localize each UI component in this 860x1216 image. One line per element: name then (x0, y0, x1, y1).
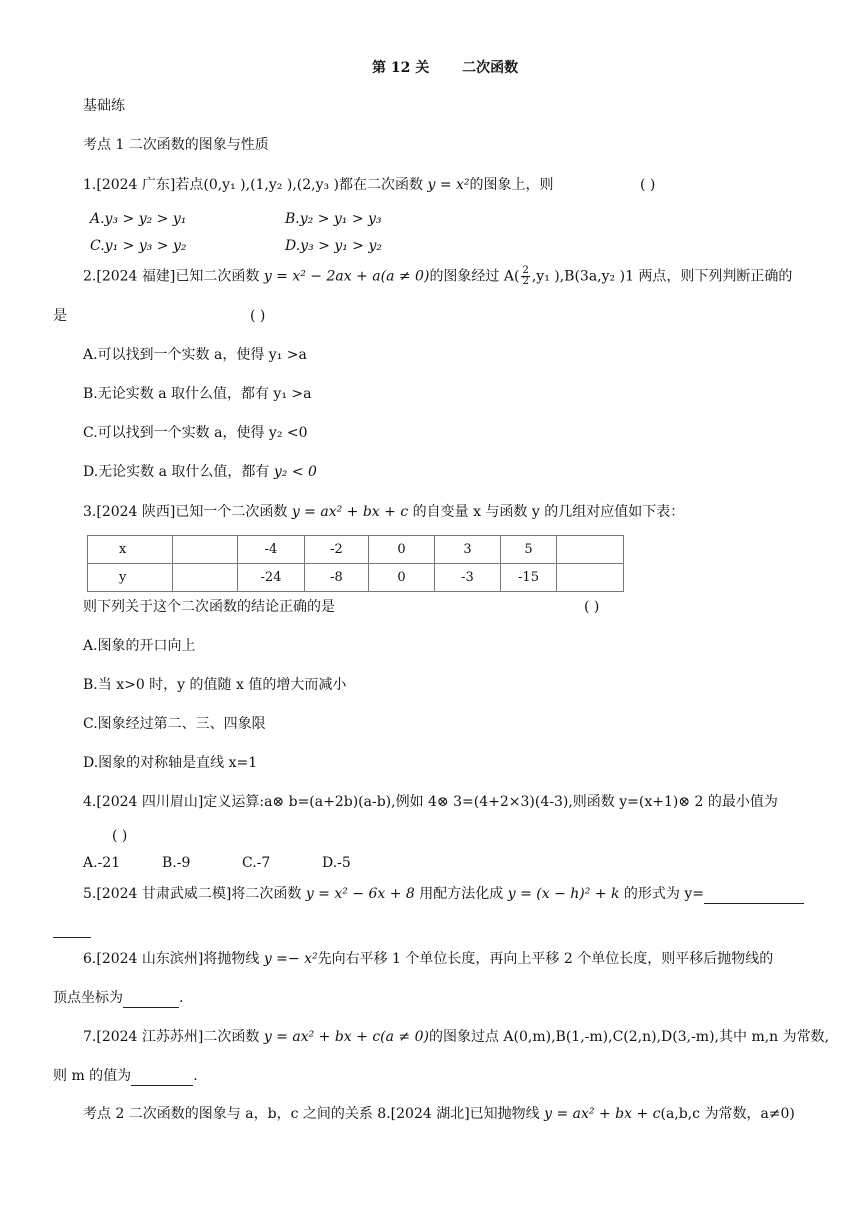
q5-answer-blank-cont[interactable] (53, 918, 91, 938)
table-cell: -8 (305, 564, 369, 592)
table-cell (557, 536, 624, 564)
table-cell: y (88, 564, 173, 592)
table-cell (173, 564, 238, 592)
q8-formula: y = ax² + bx + c (544, 1106, 661, 1122)
q5-formula-vertex: y = (x − h)² + k (507, 886, 620, 902)
table-cell: 5 (501, 536, 557, 564)
q1-formula: y = x² (427, 177, 470, 193)
q3-answer-paren: ( ) (584, 599, 600, 615)
q5-answer-blank[interactable] (704, 887, 804, 904)
page-title (372, 58, 518, 78)
q3-option-c: C.图象经过第二、三、四象限 (83, 716, 266, 732)
table-cell: -15 (501, 564, 557, 592)
q2-option-c: C.可以找到一个实数 a，使得 y₂ <0 (83, 425, 308, 441)
q2-stem-line2: 是 (53, 308, 67, 324)
table-cell: 0 (369, 536, 435, 564)
level-label: 第 12 关 (372, 60, 430, 76)
q3-option-b: B.当 x>0 时，y 的值随 x 值的增大而减小 (83, 677, 347, 693)
kaodian-2-heading: 考点 2 二次函数的图象与 a，b，c 之间的关系 8.[2024 湖北]已知抛物线 y = ax² + bx + c(a,b,c 为常数，a≠0) (83, 1106, 795, 1122)
table-cell: 0 (369, 564, 435, 592)
q6-line2: 顶点坐标为 . (53, 990, 184, 1006)
q2-option-a: A.可以找到一个实数 a，使得 y₁ >a (83, 347, 307, 363)
q4-option-a: A.-21 (83, 855, 121, 871)
question-5-stem: 5.[2024 甘肃武威二模]将二次函数 y = x² − 6x + 8 用配方法化成 y = (x − h)² + k 的形式为 y= (83, 884, 804, 904)
q3-option-d: D.图象的对称轴是直线 x=1 (83, 755, 258, 771)
q4-option-c: C.-7 (242, 855, 271, 871)
topic-label: 二次函数 (462, 60, 519, 76)
q1-option-c: C.y₁ > y₃ > y₂ (90, 238, 187, 254)
q2-fraction: $\frac{2}{2}$ (522, 265, 529, 287)
question-3-stem: 3.[2024 陕西]已知一个二次函数 y = ax² + bx + c 的自变量 x 与函数 y 的几组对应值如下表： (83, 504, 685, 520)
table-cell (173, 536, 238, 564)
q3-option-a: A.图象的开口向上 (83, 638, 196, 654)
question-7-stem: 7.[2024 江苏苏州]二次函数 y = ax² + bx + c(a ≠ 0)的图象过点 A(0,m),B(1,-m),C(2,n),D(3,-m),其中 m,n 为常数, (83, 1029, 830, 1045)
q2-option-b: B.无论实数 a 取什么值，都有 y₁ >a (83, 386, 312, 402)
table-cell (557, 564, 624, 592)
table-cell: -2 (305, 536, 369, 564)
q3-after-table: 则下列关于这个二次函数的结论正确的是 (83, 599, 335, 615)
q6-formula: y =− x² (263, 951, 318, 967)
section-heading: 基础练 (83, 98, 125, 114)
table-cell: 3 (435, 536, 501, 564)
q1-option-b: B.y₂ > y₁ > y₃ (285, 211, 382, 227)
table-cell: -24 (238, 564, 305, 592)
question-6-stem: 6.[2024 山东滨州]将抛物线 y =− x²先向右平移 1 个单位长度，再向上平移 2 个单位长度，则平移后抛物线的 (83, 951, 774, 967)
table-cell: -4 (238, 536, 305, 564)
table-row (88, 536, 624, 564)
question-4-stem: 4.[2024 四川眉山]定义运算:a⊗ b=(a+2b)(a-b),例如 4⊗ 3=(4+2×3)(4-3),则函数 y=(x+1)⊗ 2 的最小值为 (83, 794, 778, 810)
q7-line2: 则 m 的值为 . (53, 1068, 198, 1084)
q4-answer-paren: ( ) (112, 828, 128, 844)
q7-answer-blank[interactable] (131, 1069, 193, 1086)
table-cell: x (88, 536, 173, 564)
q2-option-d: D.无论实数 a 取什么值，都有 y₂ < 0 (83, 464, 317, 480)
q5-formula: y = x² − 6x + 8 (305, 886, 415, 902)
q3-formula: y = ax² + bx + c (291, 504, 409, 520)
q2-answer-paren: ( ) (250, 308, 266, 324)
q1-option-a: A.y₃ > y₂ > y₁ (90, 211, 187, 227)
q1-answer-paren: ( ) (640, 177, 656, 193)
value-table (87, 535, 624, 592)
q4-option-d: D.-5 (322, 855, 351, 871)
q6-answer-blank[interactable] (123, 991, 179, 1008)
question-2-stem: 2.[2024 福建]已知二次函数 y = x² − 2ax + a(a ≠ 0)的图象经过 A( $\frac{2}{2}$ ,y₁ ),B(3a,y₂ )1 两点，则下列判断正确的 (83, 265, 793, 287)
q2-formula: y = x² − 2ax + a(a ≠ 0) (263, 268, 430, 285)
question-1-stem: 1.[2024 广东]若点(0,y₁ ),(1,y₂ ),(2,y₃ )都在二次函数 y = x²的图象上，则 (83, 177, 554, 193)
table-row (88, 564, 624, 592)
q4-option-b: B.-9 (162, 855, 191, 871)
table-cell: -3 (435, 564, 501, 592)
q7-formula: y = ax² + bx + c(a ≠ 0) (263, 1029, 429, 1045)
kaodian-1-heading: 考点 1 二次函数的图象与性质 (83, 137, 269, 153)
q1-option-d: D.y₃ > y₁ > y₂ (285, 238, 383, 254)
